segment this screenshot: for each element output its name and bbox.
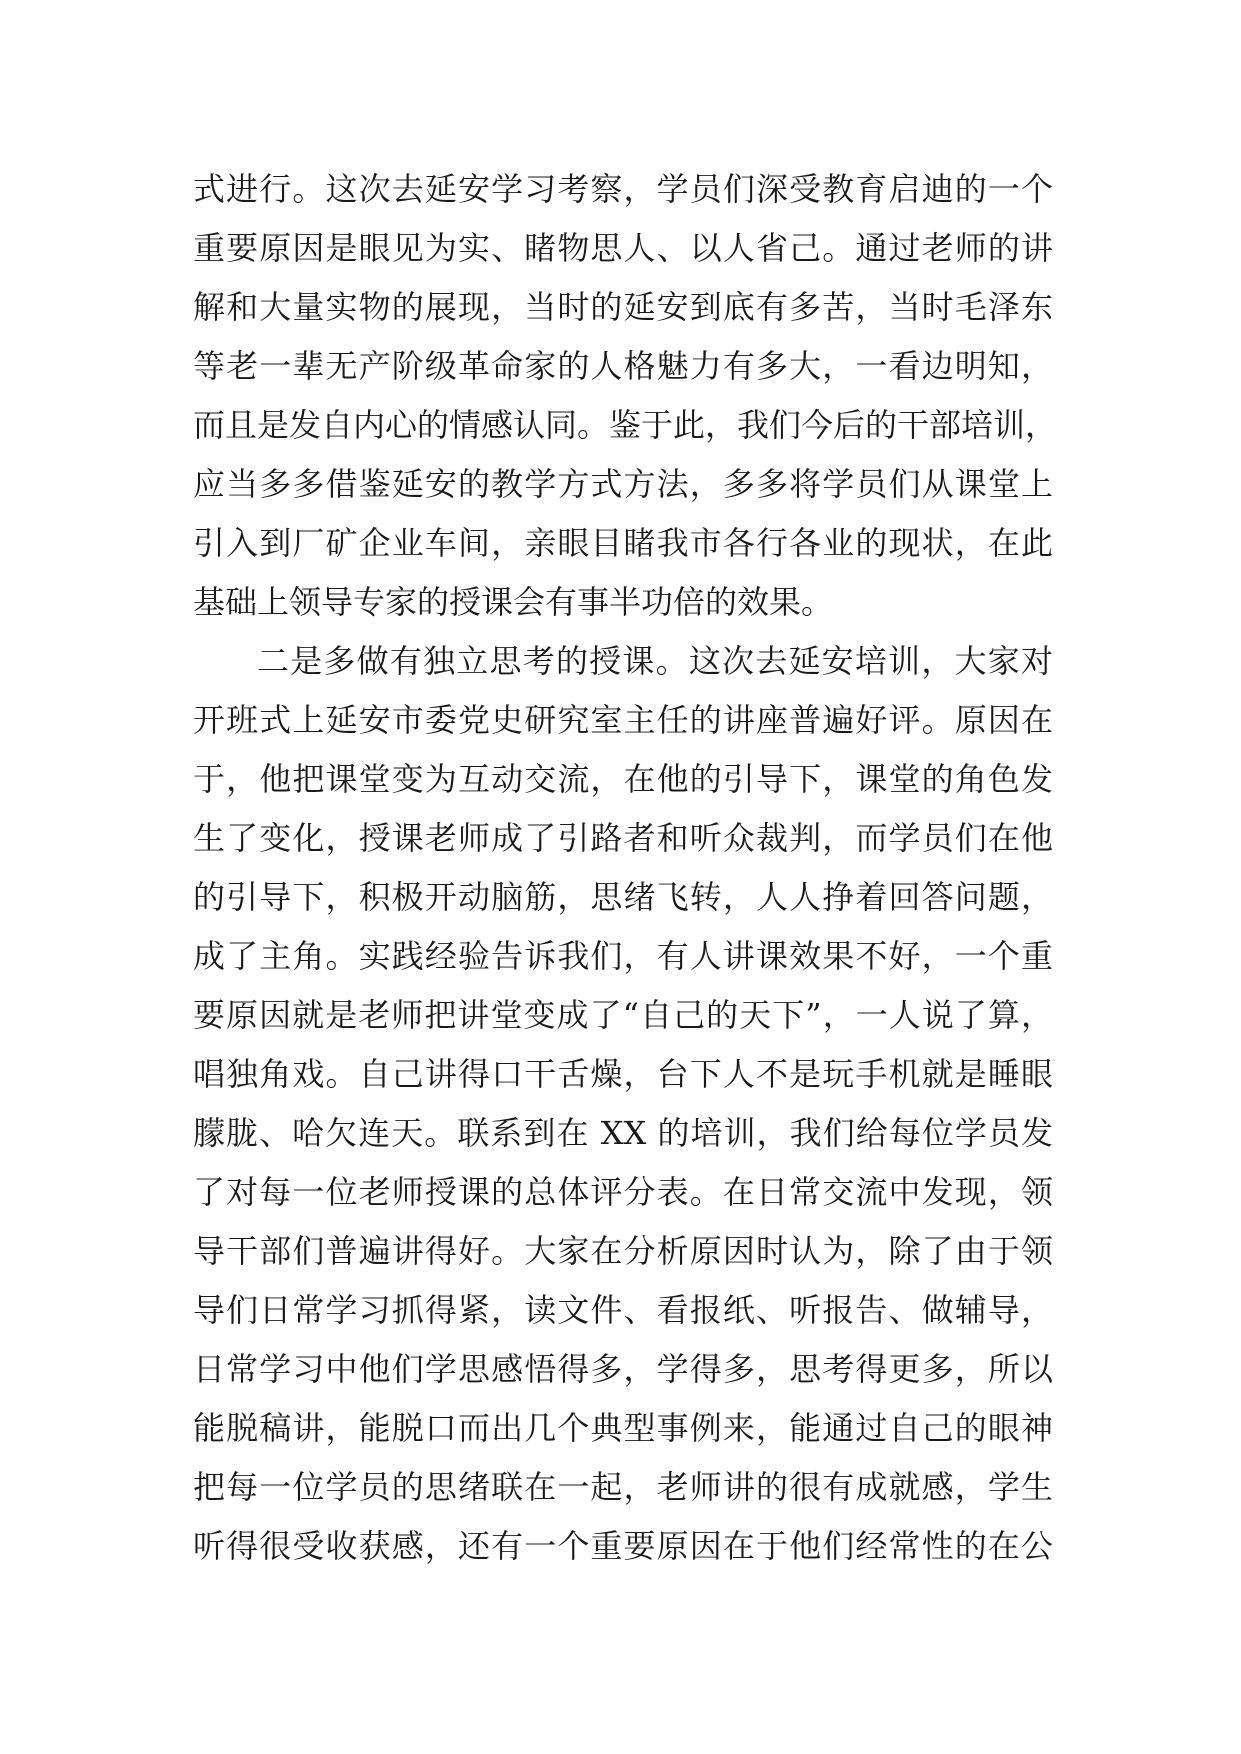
text-line: 引入到厂矿企业车间，亲眼目睹我市各行各业的现状，在此 xyxy=(193,524,1053,562)
text-line: 而且是发自内心的情感认同。鉴于此，我们今后的干部培训， xyxy=(193,406,1058,444)
text-line: 把每一位学员的思绪联在一起，老师讲的很有成就感，学生 xyxy=(193,1468,1053,1506)
text-line: 听得很受收获感，还有一个重要原因在于他们经常性的在公 xyxy=(193,1527,1053,1565)
text-line: 解和大量实物的展现，当时的延安到底有多苦，当时毛泽东 xyxy=(193,288,1053,326)
paragraph-start-line: 二是多做有独立思考的授课。这次去延安培训，大家对 xyxy=(257,642,1053,680)
text-line: 要原因就是老师把讲堂变成了“自己的天下”，一人说了算， xyxy=(193,996,1053,1034)
text-line: 开班式上延安市委党史研究室主任的讲座普遍好评。原因在 xyxy=(193,701,1053,739)
paragraph-end-line: 基础上领导专家的授课会有事半功倍的效果。 xyxy=(193,583,834,621)
text-line: 了对每一位老师授课的总体评分表。在日常交流中发现，领 xyxy=(193,1173,1053,1211)
text-line: 应当多多借鉴延安的教学方式方法，多多将学员们从课堂上 xyxy=(193,465,1053,503)
text-line: 成了主角。实践经验告诉我们，有人讲课效果不好，一个重 xyxy=(193,937,1053,975)
text-line: 生了变化，授课老师成了引路者和听众裁判，而学员们在他 xyxy=(193,819,1053,857)
text-line: 日常学习中他们学思感悟得多，学得多，思考得更多，所以 xyxy=(193,1350,1053,1388)
text-line: 导干部们普遍讲得好。大家在分析原因时认为，除了由于领 xyxy=(193,1232,1053,1270)
text-line: 于，他把课堂变为互动交流，在他的引导下，课堂的角色发 xyxy=(193,760,1053,798)
text-line: 导们日常学习抓得紧，读文件、看报纸、听报告、做辅导， xyxy=(193,1291,1053,1329)
text-line: 重要原因是眼见为实、睹物思人、以人省己。通过老师的讲 xyxy=(193,229,1053,267)
text-line: 的引导下，积极开动脑筋，思绪飞转，人人挣着回答问题， xyxy=(193,878,1053,916)
text-line: 等老一辈无产阶级革命家的人格魅力有多大，一看边明知， xyxy=(193,347,1053,385)
body-text xyxy=(193,160,1058,1576)
text-line: 唱独角戏。自己讲得口干舌燥，台下人不是玩手机就是睡眼 xyxy=(193,1055,1053,1093)
text-line: 式进行。这次去延安学习考察，学员们深受教育启迪的一个 xyxy=(193,170,1053,208)
text-line: 能脱稿讲，能脱口而出几个典型事例来，能通过自己的眼神 xyxy=(193,1409,1053,1447)
text-line: 朦胧、哈欠连天。联系到在 XX 的培训，我们给每位学员发 xyxy=(193,1114,1053,1152)
